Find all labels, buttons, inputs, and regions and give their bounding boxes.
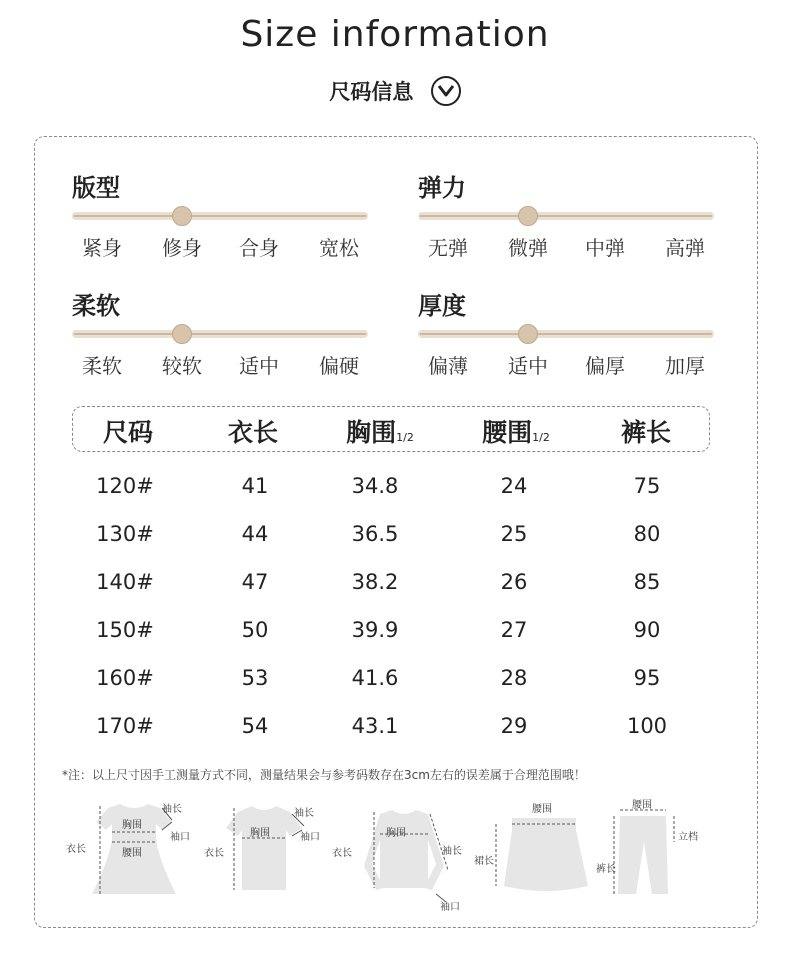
tshirt-cuff-label: 袖口 (300, 832, 320, 843)
cell-length: 53 (241, 666, 269, 690)
cell-pants-length: 100 (626, 714, 668, 738)
thickness-attribute (418, 286, 718, 378)
attribute-option: 高弹 (665, 236, 705, 260)
table-row (0, 570, 790, 600)
dress-cuff-label: 袖口 (170, 832, 190, 843)
chevron-down-icon (431, 76, 461, 106)
dress-diagram (64, 798, 204, 902)
header-pants-length: 裤长 (620, 418, 671, 447)
attribute-option: 修身 (162, 236, 202, 260)
skirt-diagram (474, 800, 594, 904)
attribute-options (72, 350, 372, 380)
cell-size: 130# (96, 522, 154, 546)
attribute-option: 适中 (239, 354, 279, 378)
fit-attribute (72, 168, 372, 260)
pants-length-label: 裤长 (596, 864, 616, 875)
attribute-title: 弹力 (418, 174, 466, 202)
elasticity-attribute (418, 168, 718, 260)
attribute-option: 偏薄 (428, 354, 468, 378)
cell-length: 47 (241, 570, 269, 594)
attribute-knob (172, 324, 192, 344)
attribute-option: 微弹 (508, 236, 548, 260)
cell-waist: 25 (500, 522, 528, 546)
dress-length-label: 衣长 (66, 844, 86, 855)
cell-pants-length: 80 (633, 522, 661, 546)
measurement-note: *注：以上尺寸因手工测量方式不同，测量结果会与参考码数存在3cm左右的误差属于合理范围哦！ (62, 768, 586, 782)
cell-size: 170# (96, 714, 154, 738)
sweater-sleeve-label: 袖长 (442, 846, 462, 857)
cell-length: 54 (241, 714, 269, 738)
attribute-knob (518, 206, 538, 226)
skirt-length-label: 裙长 (474, 856, 494, 867)
table-row (0, 474, 790, 504)
attribute-option: 偏硬 (319, 354, 359, 378)
cell-chest: 39.9 (351, 618, 399, 642)
subtitle-label: 尺码信息 (329, 80, 414, 104)
attribute-title: 厚度 (418, 292, 466, 320)
cell-waist: 29 (500, 714, 528, 738)
cell-chest: 41.6 (351, 666, 399, 690)
tshirt-diagram (204, 798, 330, 902)
cell-size: 160# (96, 666, 154, 690)
cell-pants-length: 95 (633, 666, 661, 690)
cell-waist: 24 (500, 474, 528, 498)
attribute-knob (172, 206, 192, 226)
table-row (0, 714, 790, 744)
cell-length: 44 (241, 522, 269, 546)
tshirt-sleeve-label: 袖长 (294, 808, 314, 819)
skirt-waist-label: 腰围 (532, 804, 552, 815)
attribute-track (72, 330, 368, 338)
section-subtitle (0, 76, 790, 108)
dress-chest-label: 胸围 (122, 820, 142, 831)
page-title: Size information (240, 14, 550, 55)
table-row (0, 666, 790, 696)
sweater-length-label: 衣长 (332, 848, 352, 859)
sweater-chest-label: 胸围 (386, 828, 406, 839)
attribute-option: 中弹 (585, 236, 625, 260)
cell-size: 120# (96, 474, 154, 498)
pants-diagram (596, 796, 712, 902)
attribute-option: 紧身 (82, 236, 122, 260)
table-row (0, 522, 790, 552)
cell-chest: 38.2 (351, 570, 399, 594)
tshirt-chest-label: 胸围 (250, 828, 270, 839)
attribute-title: 柔软 (72, 292, 120, 320)
softness-attribute (72, 286, 372, 378)
attribute-track (418, 330, 714, 338)
cell-chest: 43.1 (351, 714, 399, 738)
cell-pants-length: 75 (633, 474, 661, 498)
header-length: 衣长 (227, 418, 278, 447)
sweater-diagram (332, 806, 472, 916)
cell-size: 140# (96, 570, 154, 594)
dress-waist-label: 腰围 (122, 848, 142, 859)
cell-waist: 28 (500, 666, 528, 690)
pants-rise-label: 立档 (678, 832, 698, 843)
attribute-track (72, 212, 368, 220)
attribute-option: 加厚 (665, 354, 705, 378)
cell-pants-length: 90 (633, 618, 661, 642)
header-chest: 胸围1/2 (346, 418, 414, 447)
attribute-options (72, 232, 372, 262)
attribute-option: 适中 (508, 354, 548, 378)
cell-waist: 27 (500, 618, 528, 642)
cell-chest: 36.5 (351, 522, 399, 546)
attribute-options (418, 232, 718, 262)
cell-waist: 26 (500, 570, 528, 594)
sweater-cuff-label: 袖口 (440, 902, 460, 913)
cell-length: 50 (241, 618, 269, 642)
attribute-option: 宽松 (319, 236, 359, 260)
cell-pants-length: 85 (633, 570, 661, 594)
header-size: 尺码 (102, 418, 153, 447)
dress-sleeve-label: 袖长 (162, 804, 182, 815)
cell-size: 150# (96, 618, 154, 642)
attribute-track (418, 212, 714, 220)
attribute-options (418, 350, 718, 380)
attribute-option: 柔软 (82, 354, 122, 378)
attribute-option: 较软 (162, 354, 202, 378)
attribute-option: 合身 (239, 236, 279, 260)
attribute-title: 版型 (72, 174, 120, 202)
attribute-knob (518, 324, 538, 344)
table-row (0, 618, 790, 648)
cell-chest: 34.8 (351, 474, 399, 498)
pants-waist-label: 腰围 (632, 800, 652, 811)
tshirt-length-label: 衣长 (204, 848, 224, 859)
attribute-option: 无弹 (428, 236, 468, 260)
size-table-header (72, 406, 710, 452)
attribute-option: 偏厚 (585, 354, 625, 378)
header-waist: 腰围1/2 (482, 418, 550, 447)
cell-length: 41 (241, 474, 269, 498)
